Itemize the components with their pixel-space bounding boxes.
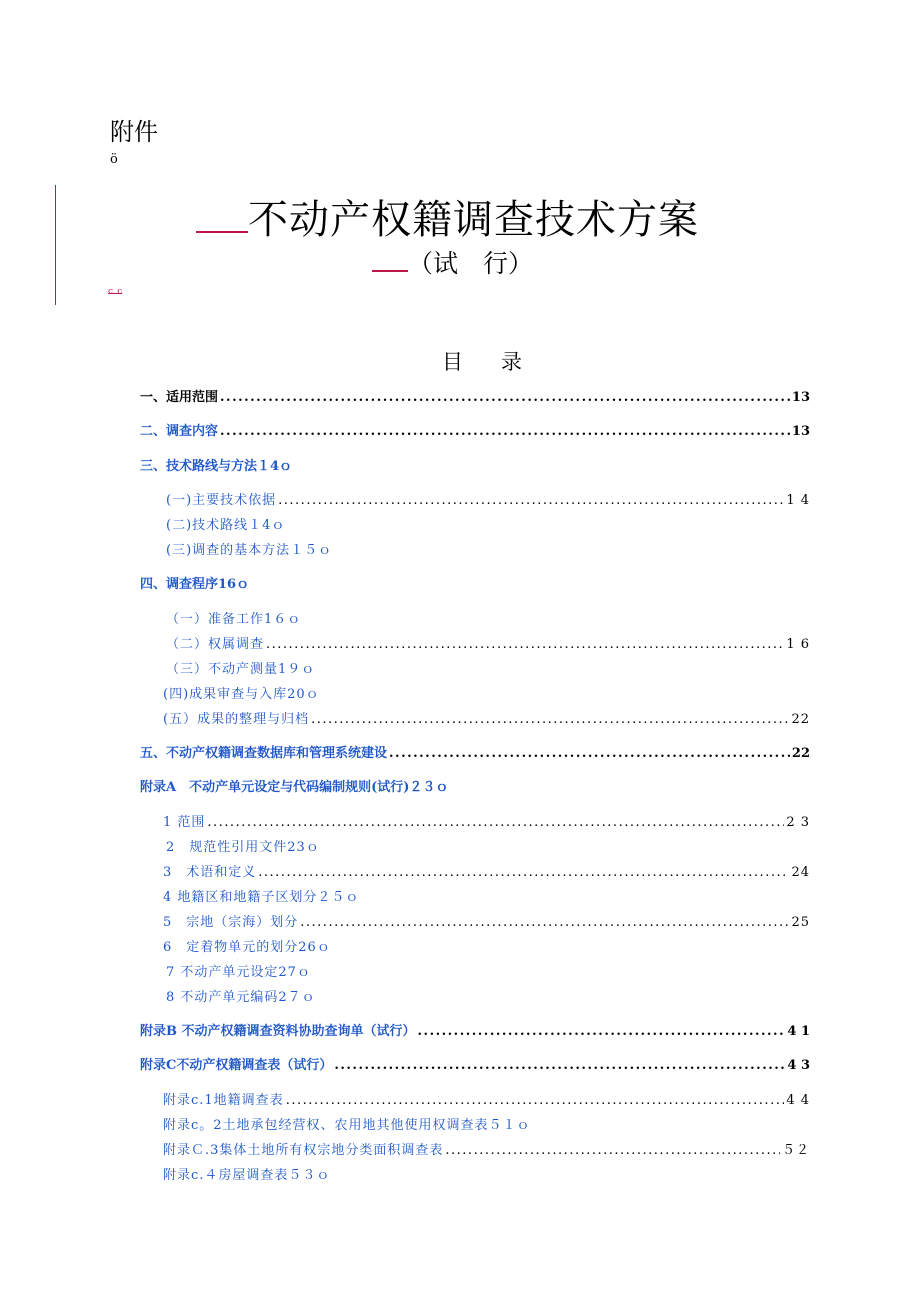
toc-entry-page: 25 [791, 915, 810, 930]
toc-entry-page: 1 4 [786, 493, 810, 508]
toc-entry-label: 2 规范性引用文件23ｏ [166, 840, 320, 855]
toc-entry[interactable] [166, 539, 332, 558]
document-title [196, 188, 699, 245]
attachment-label: 附件 [110, 118, 158, 146]
toc-entry[interactable] [140, 573, 249, 592]
toc-entry[interactable] [140, 1020, 810, 1039]
toc-entry[interactable] [163, 911, 810, 930]
toc-entry-label: 一、适用范围 [140, 390, 219, 405]
subtitle-text: （试 行） [408, 249, 534, 278]
title-underline [196, 191, 248, 233]
subtitle-underline [372, 246, 408, 272]
toc-entry[interactable] [140, 386, 810, 405]
toc-entry-label: 附录B 不动产权籍调查资料协助查询单（试行） [140, 1024, 416, 1039]
toc-entry-label: （一）准备工作1６ｏ [166, 612, 302, 627]
toc-entry[interactable] [166, 986, 316, 1005]
toc-entry-page: 4 4 [786, 1093, 810, 1108]
toc-entry[interactable] [166, 836, 320, 855]
toc-entry-label: 二、调查内容 [140, 424, 219, 439]
toc-entry[interactable] [166, 658, 315, 677]
toc-entry-label: 附录c.４房屋调查表５３ｏ [163, 1168, 331, 1183]
toc-entry[interactable] [163, 1089, 810, 1108]
toc-entry-label: (一)主要技术依据 [166, 493, 277, 508]
document-subtitle [372, 244, 533, 280]
toc-entry-page: 4 1 [787, 1024, 810, 1039]
toc-entry[interactable] [140, 776, 448, 795]
toc-entry[interactable] [163, 861, 810, 880]
toc-entry[interactable] [163, 1139, 810, 1158]
deleted-mark: ᶜ ᶜ [108, 286, 123, 302]
toc-entry-page: ５２ [781, 1143, 810, 1158]
toc-entry[interactable] [163, 1114, 531, 1133]
toc-entry-page: 13 [791, 424, 810, 439]
toc-entry-label: 8 不动产单元编码2７ｏ [166, 990, 316, 1005]
toc-entry-label: 3 术语和定义 [163, 865, 257, 880]
toc-entry-label: 附录c。2土地承包经营权、农用地其他使用权调查表５１ｏ [163, 1118, 531, 1133]
toc-entry[interactable] [140, 420, 810, 439]
toc-entry[interactable] [163, 708, 810, 727]
toc-entry-label: （二）权属调查 [166, 637, 265, 652]
title-text: 不动产权籍调查技术方案 [248, 197, 699, 243]
toc-entry[interactable] [163, 936, 331, 955]
toc-entry[interactable] [166, 514, 285, 533]
toc-entry-page: 22 [791, 712, 810, 727]
toc-entry-label: (三)调查的基本方法１５ｏ [166, 543, 333, 558]
toc-entry[interactable] [166, 608, 301, 627]
toc-entry-label: （三）不动产测量1９ｏ [166, 662, 316, 677]
toc-entry-page: 22 [791, 746, 810, 761]
toc-entry[interactable] [163, 811, 810, 830]
toc-entry-label: (五）成果的整理与归档 [163, 712, 310, 727]
toc-entry-page: 24 [791, 865, 810, 880]
toc-entry-label: 附录A 不动产单元设定与代码编制规则(试行)２３ｏ [140, 780, 449, 795]
stray-mark: ö [110, 152, 118, 167]
toc-entry[interactable] [163, 1164, 330, 1183]
toc-entry-label: 附录c.1地籍调查表 [163, 1093, 284, 1108]
toc-entry-label: 7 不动产单元设定27ｏ [166, 965, 311, 980]
toc-entry[interactable] [140, 742, 810, 761]
toc-entry[interactable] [163, 886, 359, 905]
toc-entry-label: (四)成果审查与入库20ｏ [163, 687, 320, 702]
toc-entry[interactable] [166, 961, 311, 980]
toc-entry-label: 附录C不动产权籍调查表（试行） [140, 1058, 333, 1073]
toc-entry[interactable] [166, 633, 810, 652]
toc-entry-label: 4 地籍区和地籍子区划分２５ｏ [163, 890, 360, 905]
toc-entry-label: 四、调查程序16ｏ [140, 577, 250, 592]
revision-bar [55, 185, 56, 305]
toc-entry-label: 6 定着物单元的划分26ｏ [163, 940, 331, 955]
toc-entry-label: (二)技术路线１4ｏ [166, 518, 286, 533]
toc-entry[interactable] [140, 455, 292, 474]
toc-entry[interactable] [140, 1054, 810, 1073]
toc-entry-label: 五、不动产权籍调查数据库和管理系统建设 [140, 746, 388, 761]
toc-entry-page: 13 [791, 390, 810, 405]
toc-entry[interactable] [163, 683, 320, 702]
toc-entry-label: 附录Ｃ.3集体土地所有权宗地分类面积调查表 [163, 1143, 444, 1158]
toc-entry-label: 5 宗地（宗海）划分 [163, 915, 299, 930]
toc-entry-page: 2 3 [786, 815, 810, 830]
toc-heading: 目录 [442, 350, 560, 374]
toc-entry-label: 三、技术路线与方法１4ｏ [140, 459, 293, 474]
toc-entry-page: 4 3 [787, 1058, 810, 1073]
toc-entry-page: 1 6 [786, 637, 810, 652]
toc-entry[interactable] [166, 489, 810, 508]
toc-entry-label: 1 范围 [163, 815, 206, 830]
